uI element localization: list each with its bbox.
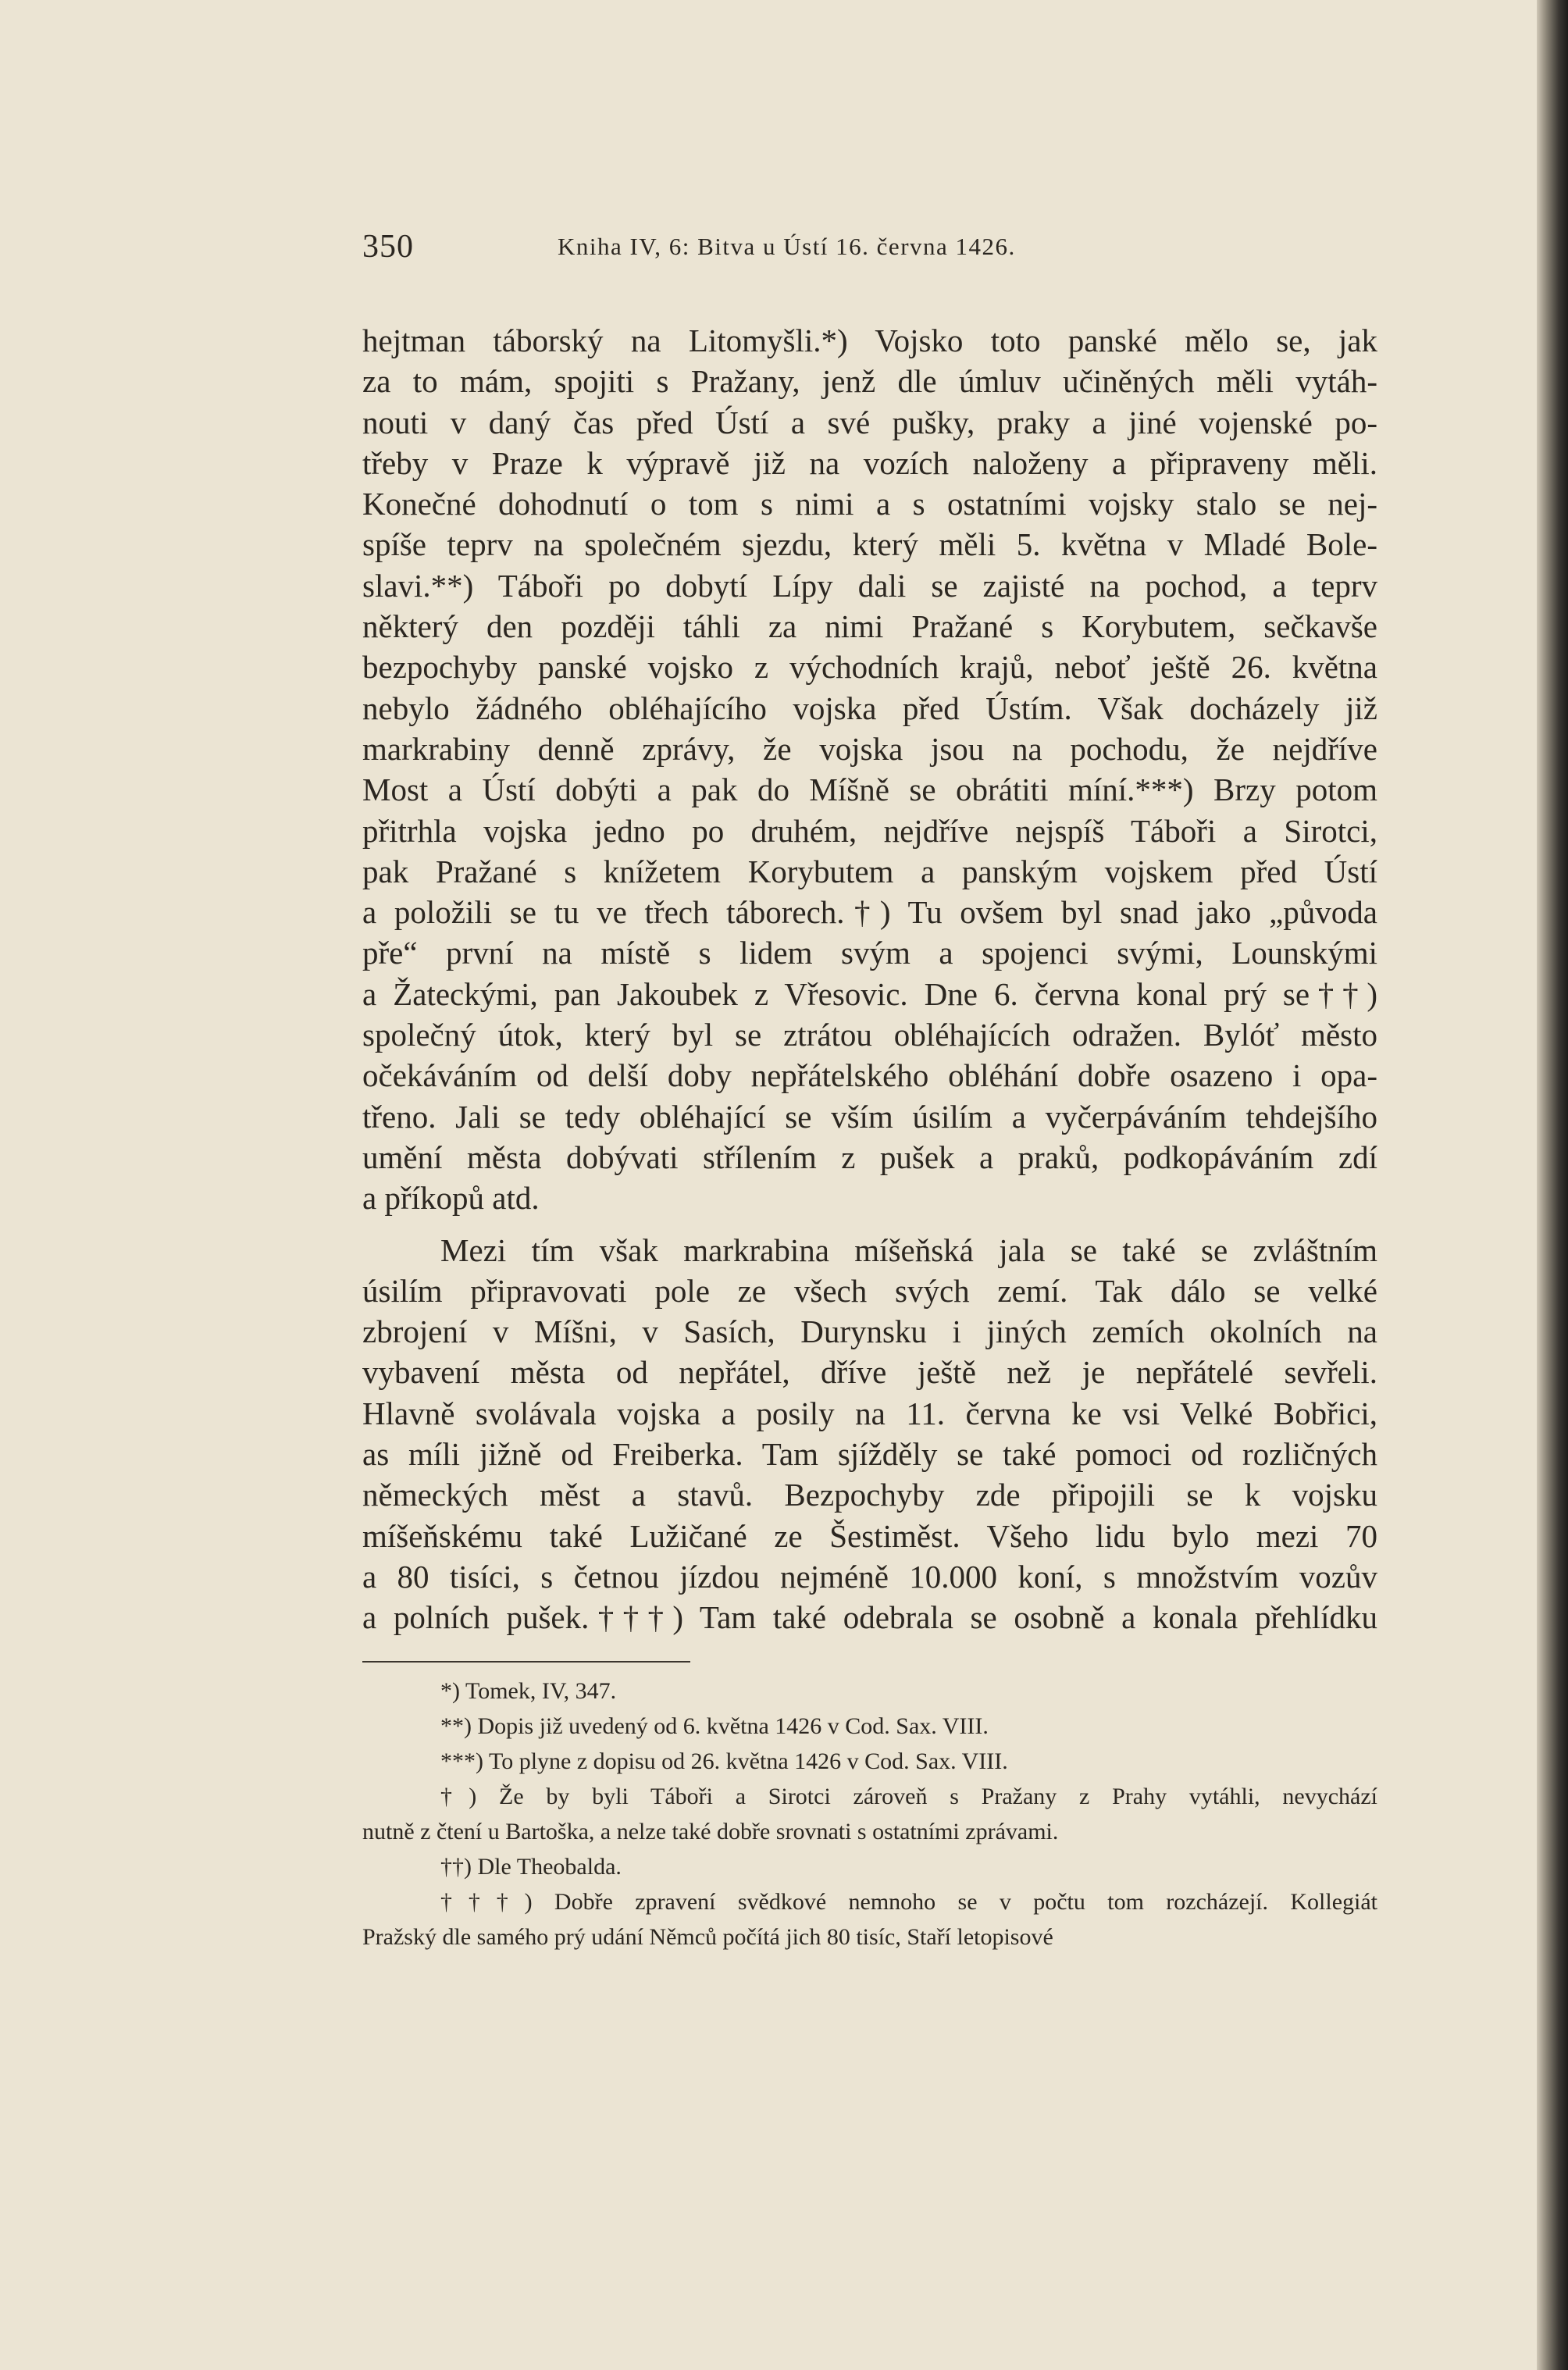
paragraph xyxy=(362,1230,1377,1638)
text-line: markrabiny denně zprávy, že vojska jsou na pochodu, že nejdříve xyxy=(362,730,1377,767)
text-line: hejtman táborský na Litomyšli.*) Vojsko toto panské mělo se, jak xyxy=(362,323,1377,358)
text-line: třeno. Jali se tedy obléhající se vším úsilím a vyčerpáváním tehdejšího xyxy=(362,1098,1377,1135)
text-line: za to mám, spojiti s Pražany, jenž dle úmluv učiněných měli vytáh- xyxy=(362,363,1377,400)
footnote xyxy=(362,1849,1377,1884)
text-line: některý den později táhli za nimi Pražané s Korybutem, sečkavše xyxy=(362,608,1377,645)
footnote xyxy=(362,1673,1377,1709)
text-line: úsilím připravovati pole ze všech svých zemí. Tak dálo se velké xyxy=(362,1272,1377,1309)
paragraph xyxy=(362,320,1377,1219)
text-line: německých měst a stavů. Bezpochyby zde připojili se k vojsku xyxy=(362,1477,1377,1513)
page-number: 350 xyxy=(362,229,414,265)
text-line: slavi.**) Táboři po dobytí Lípy dali se zajisté na pochod, a teprv xyxy=(362,567,1377,604)
text-line: as míli jižně od Freiberka. Tam sjížděly se také pomoci od rozličných xyxy=(362,1436,1377,1473)
footnote-mark: ††) xyxy=(440,1854,472,1880)
text-line: bezpochyby panské vojsko z východních krajů, neboť ještě 26. května xyxy=(362,649,1377,686)
text-line: a 80 tisíci, s četnou jízdou nejméně 10.000 koní, s množstvím vozův xyxy=(362,1558,1377,1595)
running-head: Kniha IV, 6: Bitva u Ústí 16. června 1426. xyxy=(558,233,1016,260)
text-line: vybavení města od nepřátel, dříve ještě než je nepřátelé sevřeli. xyxy=(362,1354,1377,1391)
footnotes xyxy=(362,1673,1377,1955)
footnote-continuation: nutně z čtení u Bartoška, a nelze také dobře srovnati s ostatními zprávami. xyxy=(362,1819,1059,1844)
text-line: nebylo žádného obléhajícího vojska před Ústím. Však docházely již xyxy=(362,690,1377,726)
text-line: a příkopů atd. xyxy=(362,1180,540,1217)
footnote-mark: †) xyxy=(440,1784,477,1809)
footnote-continuation: Pražský dle samého prý udání Němců počítá jich 80 tisíc, Staří letopisové xyxy=(362,1924,1053,1950)
text-line: spíše teprv na společném sjezdu, který měli 5. května v Mladé Bole- xyxy=(362,526,1377,563)
footnote-mark: ***) xyxy=(440,1748,483,1774)
paragraph-gap xyxy=(362,1219,1377,1230)
text-line: a položili se tu ve třech táborech.†) Tu ovšem byl snad jako „původa xyxy=(362,894,1377,931)
text-line: Konečné dohodnutí o tom s nimi a s ostatními vojsky stalo se nej- xyxy=(362,486,1377,522)
text-line: Mezi tím však markrabina míšeňská jala se také se zvláštním xyxy=(440,1231,1377,1268)
text-line: Hlavně svolávala vojska a posily na 11. června ke vsi Velké Bobřici, xyxy=(362,1395,1377,1431)
footnote xyxy=(362,1779,1377,1814)
text-line: přitrhla vojska jedno po druhém, nejdříve nejspíš Táboři a Sirotci, xyxy=(362,812,1377,849)
footnote-mark: **) xyxy=(440,1713,472,1739)
footnote-text: Dle Theobalda. xyxy=(477,1854,622,1880)
page-header xyxy=(362,228,1370,272)
text-line: a Žateckými, pan Jakoubek z Vřesovic. Dne 6. června konal prý se††) xyxy=(362,975,1377,1012)
text-line: zbrojení v Míšni, v Sasích, Durynsku i jiných zemích okolních na xyxy=(362,1313,1377,1350)
text-line: umění města dobývati střílením z pušek a praků, podkopáváním zdí xyxy=(362,1139,1377,1175)
body-text xyxy=(362,320,1377,1638)
footnote-text: Že by byli Táboři a Sirotci zároveň s Pražany z Prahy vytáhli, nevychází xyxy=(499,1784,1377,1809)
footnote-mark: *) xyxy=(440,1678,460,1704)
footnote xyxy=(362,1884,1377,1919)
text-line: pře“ první na místě s lidem svým a spojenci svými, Lounskými xyxy=(362,935,1377,971)
text-line: očekáváním od delší doby nepřátelského obléhání dobře osazeno i opa- xyxy=(362,1057,1377,1094)
text-line: a polních pušek.†††) Tam také odebrala se osobně a konala přehlídku xyxy=(362,1599,1377,1636)
footnote-text: To plyne z dopisu od 26. května 1426 v Cod. Sax. VIII. xyxy=(488,1748,1008,1774)
text-line: Most a Ústí dobýti a pak do Míšně se obrátiti míní.***) Brzy potom xyxy=(362,772,1377,808)
text-line: pak Pražané s knížetem Korybutem a panským vojskem před Ústí xyxy=(362,853,1377,889)
footnote-text: Tomek, IV, 347. xyxy=(465,1678,617,1704)
book-spine-shadow xyxy=(1537,0,1568,2370)
text-line: třeby v Praze k výpravě již na vozích naloženy a připraveny měli. xyxy=(362,444,1377,481)
footnote-text: Dobře zpravení svědkové nemnoho se v počtu tom rozcházejí. Kollegiát xyxy=(554,1889,1377,1915)
footnote-text: Dopis již uvedený od 6. května 1426 v Cod. Sax. VIII. xyxy=(477,1713,989,1739)
text-line: společný útok, který byl se ztrátou obléhajících odražen. Bylóť město xyxy=(362,1017,1377,1053)
text-line: nouti v daný čas před Ústí a své pušky, praky a jiné vojenské po- xyxy=(362,404,1377,440)
footnote-mark: †††) xyxy=(440,1889,533,1915)
footnote-divider xyxy=(362,1661,690,1663)
footnote xyxy=(362,1709,1377,1744)
footnote xyxy=(362,1744,1377,1779)
text-line: míšeňskému také Lužičané ze Šestiměst. Všeho lidu bylo mezi 70 xyxy=(362,1517,1377,1554)
